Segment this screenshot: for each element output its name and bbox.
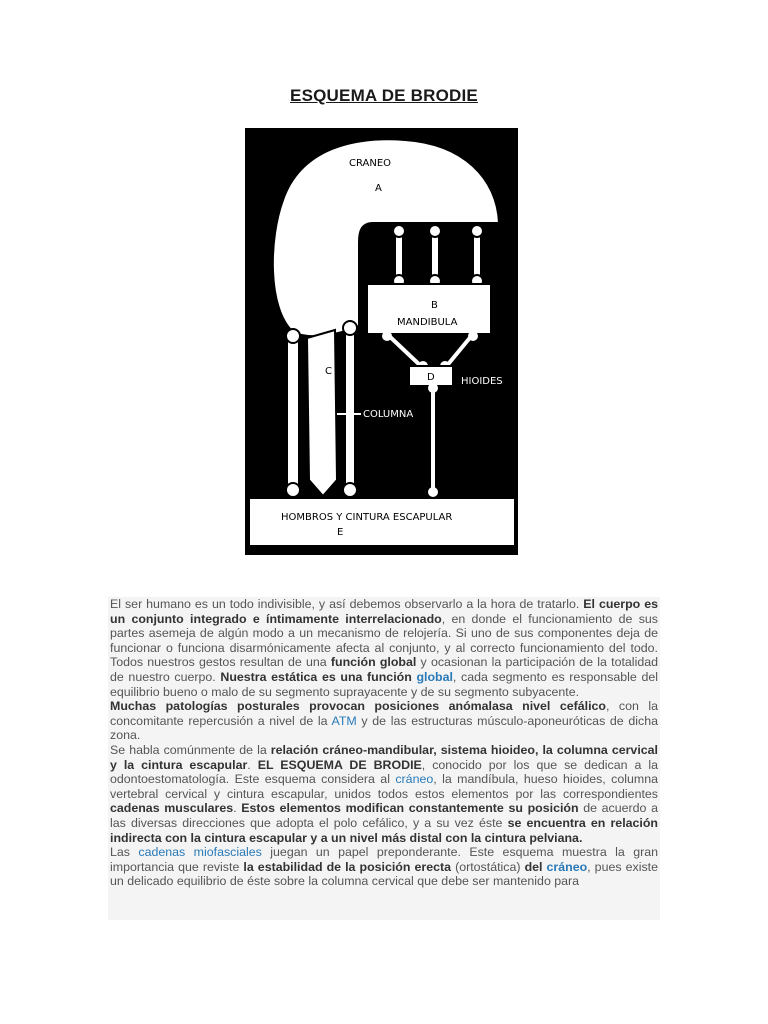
link-cadenas-miofasciales[interactable]: cadenas miofasciales [138,845,262,860]
brodie-diagram [245,128,518,555]
page-title: ESQUEMA DE BRODIE [290,86,478,105]
label-c: C [325,366,332,377]
text-run: juegan un papel preponderante. Este esquema muestra la gran importancia que reviste [110,845,658,874]
text-run: (ortostática) [451,859,525,874]
label-hombros: HOMBROS Y CINTURA ESCAPULAR [281,512,453,523]
text-run: El ser humano es un todo indivisible, y así debemos observarlo a la hora de tratarlo. [110,597,584,611]
text-run: Se habla comúnmente de la [110,742,271,757]
text-run: . [247,757,258,772]
bold-run: Estos elementos modifican constantemente su posición [241,801,579,816]
text-run: , con la concomitante repercusión a nivel de la [110,699,658,728]
bold-run: cadenas musculares [110,801,234,816]
text-run: . [233,801,242,816]
body-text [108,597,660,920]
paragraph-1 [110,597,658,699]
paragraph-2 [110,699,658,743]
text-run: Las [110,845,139,860]
text-run: y ocasionan la participación de la totalidad de nuestro cuerpo. [110,655,658,684]
label-craneo: CRANEO [349,158,392,169]
link-craneo[interactable]: cráneo [395,772,434,787]
label-columna: COLUMNA [363,409,414,420]
link-atm[interactable]: ATM [331,713,357,728]
bold-run: Muchas patologías posturales provocan posiciones anómalasa nivel cefálico [110,699,606,714]
link-global[interactable]: global [416,669,453,684]
text-run: de acuerdo a las diversas direcciones que adopta el polo cefálico, y a su vez éste [110,801,658,830]
text-run: , conocido por los que se dedican a la odontoestomatología. Este esquema considera al [110,757,658,787]
bold-run: del [524,859,547,874]
spinal-column [307,330,337,496]
bold-run: función global [330,655,417,670]
text-run: , pues existe un delicado equilibrio de éste sobre la columna cervical que debe ser mantenido para [110,859,658,889]
label-b: B [431,300,438,311]
label-hioides: HIOIDES [461,376,503,387]
bold-run: EL ESQUEMA DE BRODIE [257,757,422,772]
label-mandibula: MANDIBULA [397,317,458,328]
bold-run: El cuerpo es un conjunto integrado e íntimamente interrelacionado [110,597,658,626]
text-run: y de las estructuras músculo-aponeuróticas de dicha zona. [110,713,658,743]
text-run: , la mandíbula, hueso hioides, columna vertebral cervical y cintura escapular, unidos todos estos elementos por las correspondientes [110,772,658,801]
label-a: A [375,183,382,194]
label-d: D [427,372,435,383]
bold-run: la estabilidad de la posición erecta [243,859,452,874]
bold-run: relación cráneo-mandibular, sistema hioideo, la columna cervical y la cintura escapular [110,742,658,772]
label-e: E [337,527,344,538]
bold-run: Nuestra estática es una función [220,669,417,684]
text-run: , en donde el funcionamiento de sus partes asemeja de algún modo a un mecanismo de relojería. Si uno de sus componentes deja de funcionar o funciona disarmónicamente afecta al conjunto, y al correcto funcionamiento del todo. Todos nuestros gestos resultan de una [110,611,658,670]
bold-run: se encuentra en relación indirecta con la cintura escapular y a un nivel más distal con la cintura pelviana. [110,815,659,845]
link-craneo-2[interactable]: cráneo [546,859,588,874]
paragraph-3 [110,743,658,845]
text-run: , cada segmento es responsable del equilibrio bueno o malo de su segmento suprayacente y de su segmento subyacente. [110,669,658,699]
paragraph-4 [110,845,658,889]
